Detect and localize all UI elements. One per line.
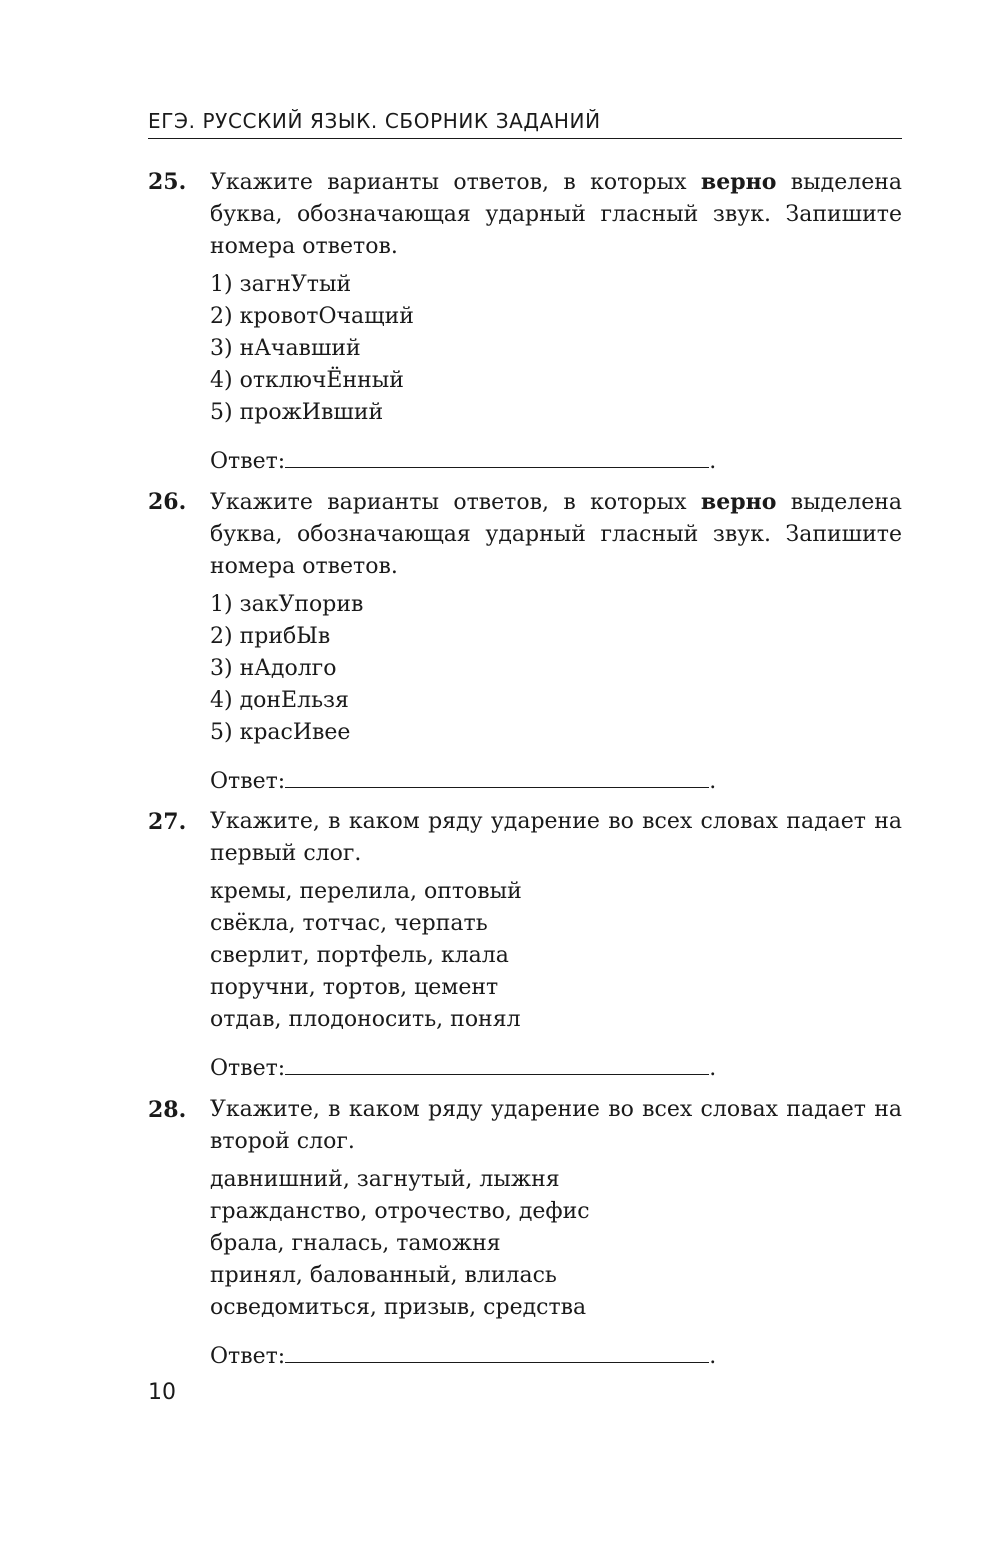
options-list xyxy=(210,1164,902,1324)
answer-end: . xyxy=(709,769,717,794)
options-list xyxy=(210,589,902,749)
answer-end: . xyxy=(709,1056,717,1081)
option-item: принял, балованный, влилась xyxy=(210,1263,557,1288)
task-text xyxy=(210,166,902,263)
task-28 xyxy=(148,1094,902,1373)
option-item: поручни, тортов, цемент xyxy=(210,975,499,1000)
task-text: Укажите, в каком ряду ударение во всех словах падает на первый слог. xyxy=(210,809,902,866)
option-item: гражданство, отрочество, дефис xyxy=(210,1199,590,1224)
option-item: осведомиться, призыв, средства xyxy=(210,1295,587,1320)
answer-end: . xyxy=(709,449,717,474)
option-item: отдав, плодоносить, понял xyxy=(210,1007,521,1032)
task-26 xyxy=(148,486,902,798)
running-header xyxy=(148,104,902,139)
option-item: 4) донЕльзя xyxy=(210,688,349,713)
task-25 xyxy=(148,166,902,478)
options-list xyxy=(210,269,902,429)
answer-row xyxy=(210,1048,902,1085)
options-list xyxy=(210,876,902,1036)
option-item: 3) нАчавший xyxy=(210,336,361,361)
option-item: 2) прибЫв xyxy=(210,624,331,649)
page-number: 10 xyxy=(148,1380,176,1405)
task-text-part: Укажите варианты ответов, в которых xyxy=(210,170,701,195)
answer-field[interactable] xyxy=(285,1048,709,1075)
answer-field[interactable] xyxy=(285,761,709,788)
option-item: 1) загнУтый xyxy=(210,272,352,297)
task-number: 27. xyxy=(148,809,187,835)
answer-row xyxy=(210,441,902,478)
option-item: кремы, перелила, оптовый xyxy=(210,879,522,904)
answer-row xyxy=(210,761,902,798)
option-item: сверлит, портфель, клала xyxy=(210,943,509,968)
answer-end: . xyxy=(709,1344,717,1369)
task-text-emphasis: верно xyxy=(700,489,777,515)
task-text: Укажите, в каком ряду ударение во всех словах падает на второй слог. xyxy=(210,1097,902,1154)
task-text-emphasis: верно xyxy=(700,169,777,195)
answer-label: Ответ: xyxy=(210,449,286,474)
task-text-part: Укажите варианты ответов, в которых xyxy=(210,490,701,515)
option-item: свёкла, тотчас, черпать xyxy=(210,911,488,936)
option-item: 3) нАдолго xyxy=(210,656,337,681)
answer-field[interactable] xyxy=(285,1336,709,1363)
answer-label: Ответ: xyxy=(210,769,286,794)
answer-row xyxy=(210,1336,902,1373)
task-27 xyxy=(148,806,902,1085)
option-item: 4) отключЁнный xyxy=(210,368,404,393)
option-item: 5) красИвее xyxy=(210,720,351,745)
option-item: 1) закУпорив xyxy=(210,592,364,617)
task-text-part: выделена буква, обозначающая ударный гласный звук. Запишите номера ответов. xyxy=(210,490,902,579)
option-item: брала, гналась, таможня xyxy=(210,1231,501,1256)
task-text-part: выделена буква, обозначающая ударный гласный звук. Запишите номера ответов. xyxy=(210,170,902,259)
task-number: 28. xyxy=(148,1097,187,1123)
option-item: 5) прожИвший xyxy=(210,400,384,425)
option-item: давнишний, загнутый, лыжня xyxy=(210,1167,560,1192)
option-item: 2) кровотОчащий xyxy=(210,304,414,329)
answer-label: Ответ: xyxy=(210,1056,286,1081)
answer-label: Ответ: xyxy=(210,1344,286,1369)
task-text xyxy=(210,486,902,583)
header-title: ЕГЭ. РУССКИЙ ЯЗЫК. СБОРНИК ЗАДАНИЙ xyxy=(148,109,601,133)
task-number: 26. xyxy=(148,489,187,515)
answer-field[interactable] xyxy=(285,441,709,468)
task-number: 25. xyxy=(148,169,187,195)
